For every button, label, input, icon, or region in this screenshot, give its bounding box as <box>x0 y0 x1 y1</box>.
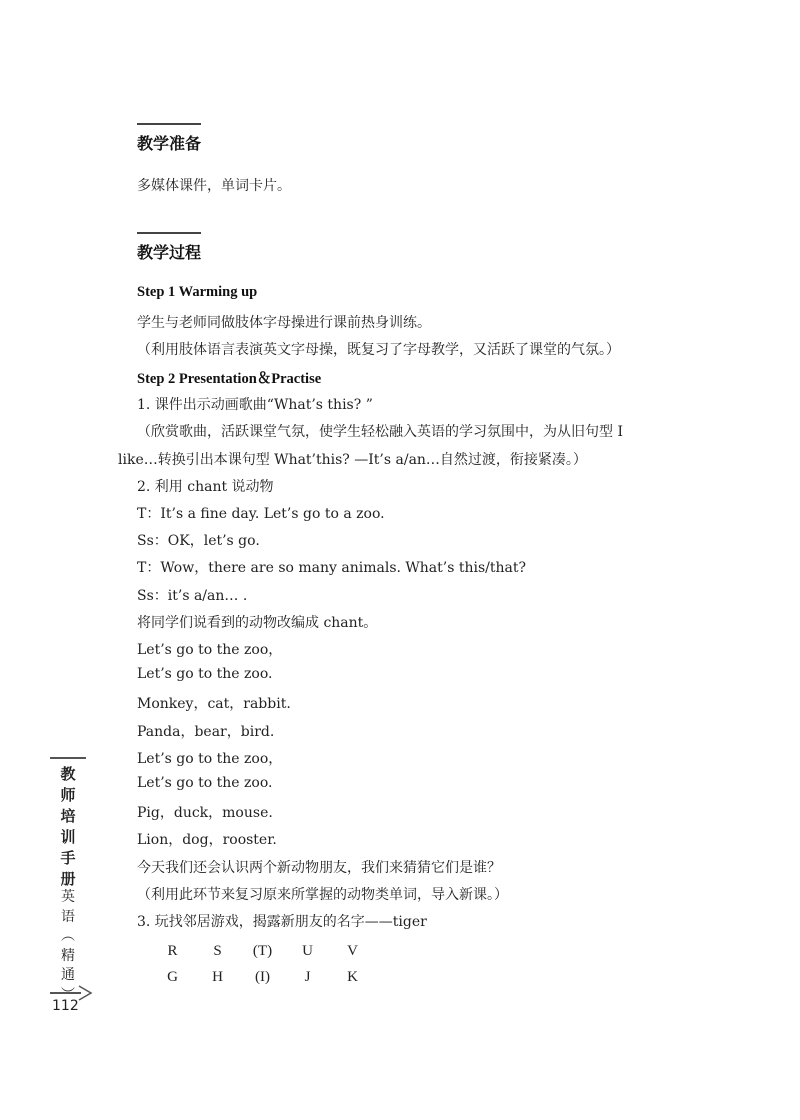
body-line: （利用肢体语言表演英文字母操，既复习了字母教学，又活跃了课堂的气氛。） <box>137 342 620 358</box>
body-line: 3. 玩找邻居游戏，揭露新朋友的名字——tiger <box>137 914 427 930</box>
grid-letter: V <box>347 943 358 959</box>
body-line: 学生与老师同做肢体字母操进行课前热身训练。 <box>137 315 431 331</box>
grid-letter: (I) <box>255 969 270 985</box>
section-rule <box>137 123 201 125</box>
grid-letter: U <box>302 943 313 959</box>
step-1-heading: Step 1 Warming up <box>137 284 258 300</box>
grid-letter: (T) <box>252 943 273 959</box>
body-line: 1. 课件出示动画歌曲“What’s this? ” <box>137 397 373 413</box>
body-line: 将同学们说看到的动物改编成 chant。 <box>137 615 378 631</box>
section-title-process: 教学过程 <box>137 243 202 262</box>
body-line: （欣赏歌曲，活跃课堂气氛，使学生轻松融入英语的学习氛围中，为从旧句型 I <box>137 424 623 440</box>
preparation-text: 多媒体课件，单词卡片。 <box>137 178 291 194</box>
grid-letter: K <box>347 969 358 985</box>
sidebar-book-title: 教 师 培 训 手 册 <box>60 765 76 888</box>
step-2-heading: Step 2 Presentation＆Practise <box>137 371 322 387</box>
section-rule <box>137 232 201 234</box>
chant-line: Let’s go to the zoo. <box>137 775 273 791</box>
page-number: 112 <box>52 998 79 1014</box>
chant-line: Let’s go to the zoo， <box>137 751 283 767</box>
grid-letter: R <box>167 943 178 959</box>
chant-line: Panda，bear，bird. <box>137 724 275 740</box>
letter-grid-row-2 <box>150 969 375 986</box>
letter-grid-row-1 <box>150 943 375 960</box>
chant-line: Pig，duck，mouse. <box>137 805 273 821</box>
body-line: 今天我们还会认识两个新动物朋友，我们来猜猜它们是谁？ <box>137 860 501 876</box>
grid-letter: G <box>167 969 178 985</box>
section-title-preparation: 教学准备 <box>137 134 202 153</box>
dialog-line: T：Wow，there are so many animals. What’s this/that? <box>137 560 527 576</box>
chant-line: Let’s go to the zoo. <box>137 666 273 682</box>
dialog-line: T：It’s a fine day. Let’s go to a zoo. <box>137 506 385 522</box>
body-line: 2. 利用 chant 说动物 <box>137 479 274 495</box>
grid-letter: H <box>212 969 223 985</box>
chant-line: Let’s go to the zoo， <box>137 642 283 658</box>
sidebar-rule <box>50 757 86 759</box>
chant-line: Monkey，cat，rabbit. <box>137 696 291 712</box>
body-line: （利用此环节来复习原来所掌握的动物类单词，导入新课。） <box>137 887 508 903</box>
chant-line: Lion，dog，rooster. <box>137 832 277 848</box>
dialog-line: Ss：it’s a/an… . <box>137 588 248 604</box>
grid-letter: J <box>304 969 311 985</box>
sidebar-subject: 英 语 ︵ 精 通 ︶ <box>61 889 75 1003</box>
grid-letter: S <box>213 943 222 959</box>
dialog-line: Ss：OK，let’s go. <box>137 533 260 549</box>
body-line: like…转换引出本课句型 What’this? —It’s a/an…自然过渡，衔接紧凑。） <box>118 452 587 468</box>
